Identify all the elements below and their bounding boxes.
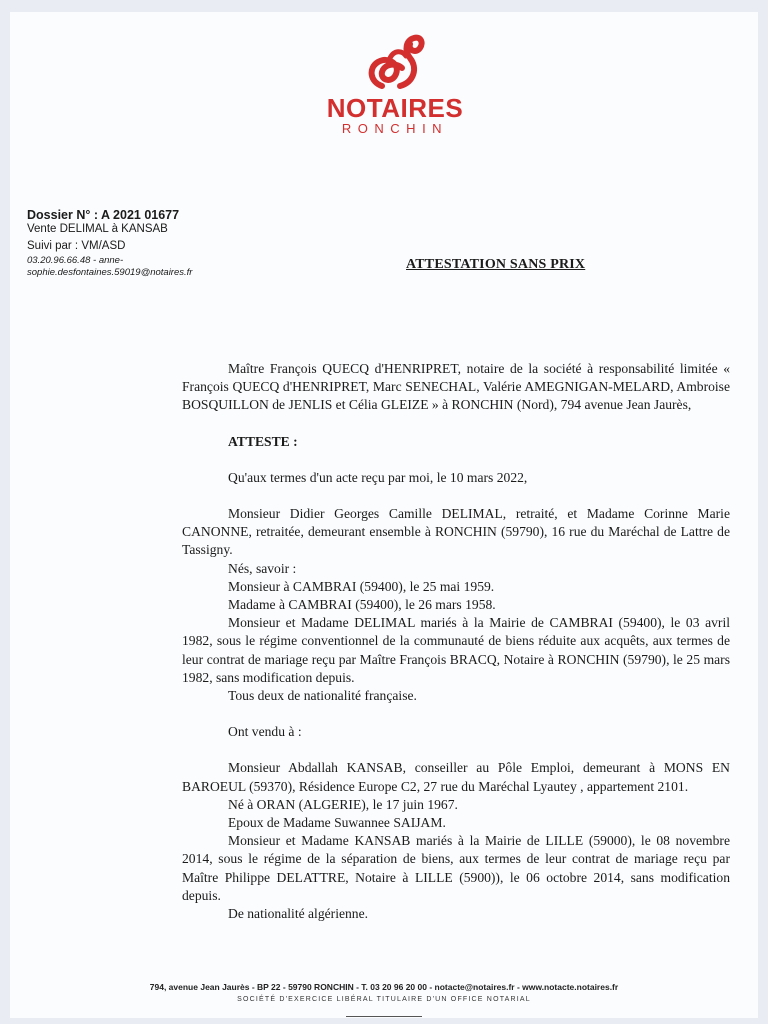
- file-reference-block: [27, 208, 267, 279]
- dossier-number: Dossier N° : A 2021 01677: [27, 208, 180, 222]
- sale-reference: Vente DELIMAL à KANSAB: [27, 223, 168, 235]
- contact-line-2: sophie.desfontaines.59019@notaires.fr: [27, 267, 193, 278]
- footer-address: 794, avenue Jean Jaurès - BP 22 - 59790 RONCHIN - T. 03 20 96 20 00 - notacte@notaires.fr - www.notacte.notaires.fr: [149, 982, 619, 992]
- buyer-birth-line: Né à ORAN (ALGERIE), le 17 juin 1967.: [228, 796, 458, 812]
- wife-birth-line: Madame à CAMBRAI (59400), le 26 mars 1958.: [228, 597, 496, 613]
- document-title: ATTESTATION SANS PRIX: [406, 257, 586, 272]
- notary-paragraph: Maître François QUECQ d'HENRIPRET, notaire de la société à responsabilité limitée « François QUECQ d'HENRIPRET, Marc SENECHAL, Valérie AMEGNIGAN-MELARD, Ambroise BOSQUILLON de JENLIS et Célia GLEIZE » à RONCHIN (Nord), 794 avenue Jean Jaurès,: [182, 361, 730, 413]
- born-line: Nés, savoir :: [228, 560, 297, 576]
- buyer-nationality-line: De nationalité algérienne.: [228, 906, 369, 922]
- contact-line-1: 03.20.96.66.48 - anne-: [27, 255, 124, 266]
- sellers-nationality-line: Tous deux de nationalité française.: [228, 688, 417, 704]
- atteste-heading: ATTESTE :: [228, 433, 298, 449]
- sellers-paragraph: Monsieur Didier Georges Camille DELIMAL, retraité, et Madame Corinne Marie CANONNE, retraitée, demeurant ensemble à RONCHIN (59790), 16 rue du Maréchal de Lattre de Tassigny.: [182, 506, 730, 558]
- document-page: [10, 12, 758, 1018]
- notaires-emblem-icon: [360, 28, 430, 94]
- buyer-marriage-paragraph: Monsieur et Madame KANSAB mariés à la Mairie de LILLE (59000), le 08 novembre 2014, sous le régime de la séparation de biens, aux termes de leur contrat de mariage reçu par Maître Philippe DELATTRE, Notaire à LILLE (5900)), le 06 octobre 2014, sans modification depuis.: [182, 833, 730, 903]
- notaires-logo: [310, 28, 480, 136]
- buyer-paragraph: Monsieur Abdallah KANSAB, conseiller au Pôle Emploi, demeurant à MONS EN BAROEUL (59370), Résidence Europe C2, 27 rue du Maréchal Lyautey , appartement 2101.: [182, 760, 730, 794]
- footer-divider: [346, 1016, 422, 1017]
- husband-birth-line: Monsieur à CAMBRAI (59400), le 25 mai 1959.: [228, 578, 495, 594]
- sold-to-line: Ont vendu à :: [228, 724, 302, 740]
- brand-sub: RONCHIN: [341, 121, 449, 136]
- brand-name: NOTAIRES: [326, 93, 464, 123]
- footer-legal: SOCIÉTÉ D'EXERCICE LIBÉRAL TITULAIRE D'UN OFFICE NOTARIAL: [237, 996, 531, 1003]
- page-footer: [10, 982, 758, 1003]
- sellers-marriage-paragraph: Monsieur et Madame DELIMAL mariés à la Mairie de CAMBRAI (59400), le 03 avril 1982, sous le régime conventionnel de la communauté de biens réduite aux acquêts, aux termes de leur contrat de mariage reçu par Maître François BRACQ, Notaire à RONCHIN (59790), le 25 mars 1982, sans modification depuis.: [182, 615, 730, 685]
- document-body: [182, 360, 730, 923]
- buyer-spouse-line: Epoux de Madame Suwannee SAIJAM.: [228, 815, 446, 831]
- act-date-paragraph: Qu'aux termes d'un acte reçu par moi, le 10 mars 2022,: [228, 469, 528, 485]
- followed-by: Suivi par : VM/ASD: [27, 240, 126, 252]
